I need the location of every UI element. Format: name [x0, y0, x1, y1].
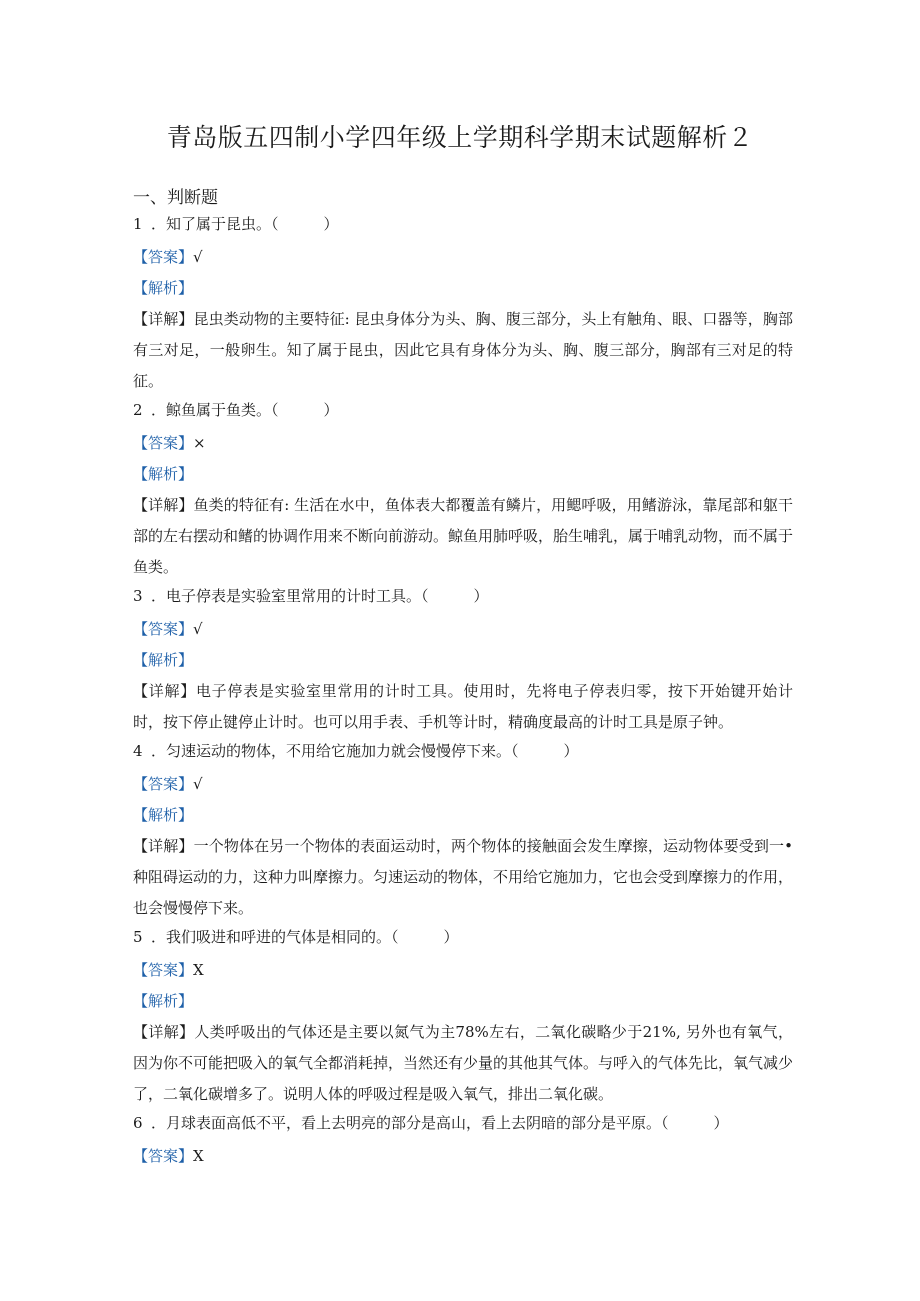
question-text: ．鲸鱼属于鱼类。（ ） [151, 401, 339, 419]
detail-label: 【详解】 [133, 310, 194, 328]
question-text: ．电子停表是实验室里常用的计时工具。（ ） [151, 587, 489, 605]
question-stem [133, 583, 793, 614]
question-text: ．月球表面高低不平，看上去明亮的部分是高山，看上去阴暗的部分是平原。（ ） [151, 1114, 729, 1132]
detail-paragraph [133, 304, 793, 397]
question-stem [133, 924, 793, 955]
question-block [133, 397, 793, 583]
question-number: 2 [133, 401, 143, 419]
detail-paragraph [133, 1017, 793, 1110]
question-block [133, 738, 793, 924]
analysis-line [133, 273, 793, 304]
detail-paragraph [133, 490, 793, 583]
answer-line [133, 614, 793, 645]
question-block [133, 1110, 793, 1172]
question-stem [133, 1110, 793, 1141]
question-number: 1 [133, 215, 143, 233]
question-stem [133, 211, 793, 242]
answer-value: X [193, 961, 204, 979]
question-text: ．我们吸进和呼进的气体是相同的。（ ） [151, 928, 459, 946]
section-heading: 一、判断题 [133, 188, 218, 208]
answer-line [133, 769, 793, 800]
question-number: 4 [133, 742, 143, 760]
analysis-label: 【解析】 [133, 992, 194, 1010]
answer-line [133, 428, 793, 459]
analysis-line [133, 645, 793, 676]
analysis-label: 【解析】 [133, 465, 194, 483]
detail-text: 电子停表是实验室里常用的计时工具。使用时，先将电子停表归零，按下开始键开始计时，按下停止键停止计时。也可以用手表、手机等计时，精确度最高的计时工具是原子钟。 [133, 682, 793, 731]
answer-value: √ [193, 775, 203, 793]
page-title: 青岛版五四制小学四年级上学期科学期末试题解析２ [166, 123, 754, 152]
analysis-line [133, 800, 793, 831]
answer-line [133, 1141, 793, 1172]
answer-line [133, 955, 793, 986]
analysis-line [133, 459, 793, 490]
question-stem [133, 738, 793, 769]
question-block [133, 211, 793, 397]
question-number: 5 [133, 928, 143, 946]
detail-paragraph [133, 831, 793, 924]
detail-text: 鱼类的特征有: 生活在水中，鱼体表大都覆盖有鳞片，用鳃呼吸，用鳍游泳，靠尾部和躯干部的左右摆动和鳍的协调作用来不断向前游动。鲸鱼用肺呼吸，胎生哺乳，属于哺乳动物，而不属于鱼类。 [133, 496, 794, 576]
question-stem [133, 397, 793, 428]
question-block [133, 924, 793, 1110]
answer-value: √ [193, 248, 203, 266]
detail-text: 一个物体在另一个物体的表面运动时，两个物体的接触面会发生摩擦，运动物体要受到一•种阻碍运动的力，这种力叫摩擦力。匀速运动的物体，不用给它施加力，它也会受到摩擦力的作用，也会慢慢停下来。 [133, 837, 794, 917]
question-block [133, 583, 793, 738]
answer-label: 【答案】 [133, 775, 194, 793]
answer-label: 【答案】 [133, 248, 194, 266]
detail-label: 【详解】 [133, 1023, 195, 1041]
answer-value: × [193, 434, 206, 452]
question-text: ．知了属于昆虫。（ ） [151, 215, 339, 233]
answer-value: X [193, 1147, 204, 1165]
detail-text: 人类呼吸出的气体还是主要以氮气为主78%左右，二氧化碳略少于21%, 另外也有氧气，因为你不可能把吸入的氧气全都消耗掉，当然还有少量的其他其气体。与呼入的气体先比，氧气减少了，二氧化碳增多了。说明人体的呼吸过程是吸入氧气，排出二氧化碳。 [133, 1023, 794, 1103]
question-list [133, 211, 793, 1172]
answer-value: √ [193, 620, 203, 638]
question-text: ．匀速运动的物体，不用给它施加力就会慢慢停下来。（ ） [151, 742, 579, 760]
answer-line [133, 242, 793, 273]
answer-label: 【答案】 [133, 961, 194, 979]
analysis-label: 【解析】 [133, 651, 194, 669]
detail-label: 【详解】 [133, 682, 196, 700]
analysis-line [133, 986, 793, 1017]
answer-label: 【答案】 [133, 434, 194, 452]
answer-label: 【答案】 [133, 620, 194, 638]
analysis-label: 【解析】 [133, 279, 194, 297]
question-number: 6 [133, 1114, 143, 1132]
question-number: 3 [133, 587, 143, 605]
detail-label: 【详解】 [133, 496, 194, 514]
detail-text: 昆虫类动物的主要特征: 昆虫身体分为头、胸、腹三部分，头上有触角、眼、口器等，胸部有三对足，一般卵生。知了属于昆虫，因此它具有身体分为头、胸、腹三部分，胸部有三对足的特征。 [133, 310, 793, 390]
detail-label: 【详解】 [133, 837, 194, 855]
analysis-label: 【解析】 [133, 806, 194, 824]
detail-paragraph [133, 676, 793, 738]
answer-label: 【答案】 [133, 1147, 194, 1165]
